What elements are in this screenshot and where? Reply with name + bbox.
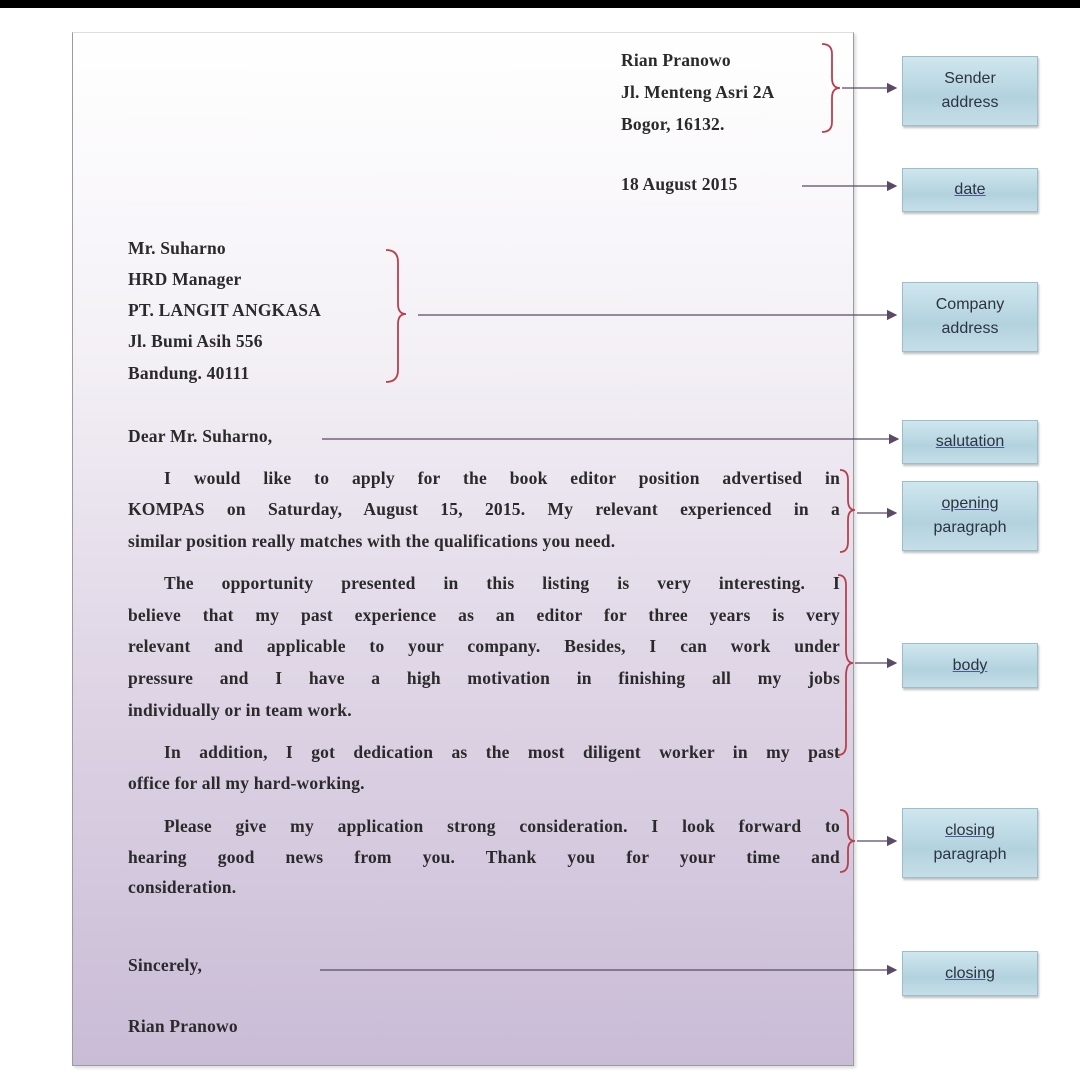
sender-street: Jl. Menteng Asri 2A — [621, 82, 775, 102]
closing-paragraph-line: hearing good news from you. Thank you for your time and — [128, 847, 840, 867]
closing-paragraph-line: consideration. — [128, 877, 237, 897]
label-opening-paragraph: opening paragraph — [902, 481, 1038, 551]
opening-brace — [840, 470, 855, 552]
body-line: pressure and I have a high motivation in finishing all my jobs — [128, 668, 840, 688]
recipient-title: HRD Manager — [128, 269, 242, 289]
recipient-company: PT. LANGIT ANGKASA — [128, 300, 322, 320]
body-line: individually or in team work. — [128, 700, 352, 720]
letter-date: 18 August 2015 — [621, 174, 738, 194]
recipient-street: Jl. Bumi Asih 556 — [128, 331, 263, 351]
sender-city: Bogor, 16132. — [621, 114, 725, 134]
recipient-brace — [386, 250, 406, 382]
opening-line: KOMPAS on Saturday, August 15, 2015. My relevant experienced in a — [128, 499, 840, 519]
recipient-name: Mr. Suharno — [128, 238, 226, 258]
body-line: believe that my past experience as an editor for three years is very — [128, 605, 840, 625]
label-closing: closing — [902, 951, 1038, 996]
salutation-text: Dear Mr. Suharno, — [128, 426, 273, 446]
closing-text: Sincerely, — [128, 955, 203, 975]
closing-paragraph-line: Please give my application strong consideration. I look forward to — [164, 816, 840, 836]
body-line: office for all my hard-working. — [128, 773, 365, 793]
opening-line: similar position really matches with the qualifications you need. — [128, 531, 616, 551]
body-brace — [838, 575, 853, 755]
label-sender-address: Sender address — [902, 56, 1038, 126]
opening-line: I would like to apply for the book editor position advertised in — [164, 468, 840, 488]
label-date: date — [902, 168, 1038, 212]
label-salutation: salutation — [902, 420, 1038, 464]
closing-paragraph-brace — [840, 810, 855, 872]
signature-name: Rian Pranowo — [128, 1016, 238, 1036]
label-closing-paragraph: closing paragraph — [902, 808, 1038, 878]
sender-brace — [822, 44, 840, 132]
body-line: The opportunity presented in this listing is very interesting. I — [164, 573, 840, 593]
label-company-address: Company address — [902, 282, 1038, 352]
sender-name: Rian Pranowo — [621, 50, 731, 70]
body-line: relevant and applicable to your company. Besides, I can work under — [128, 636, 840, 656]
body-line: In addition, I got dedication as the most diligent worker in my past — [164, 742, 840, 762]
label-body: body — [902, 643, 1038, 688]
recipient-city: Bandung. 40111 — [128, 363, 250, 383]
